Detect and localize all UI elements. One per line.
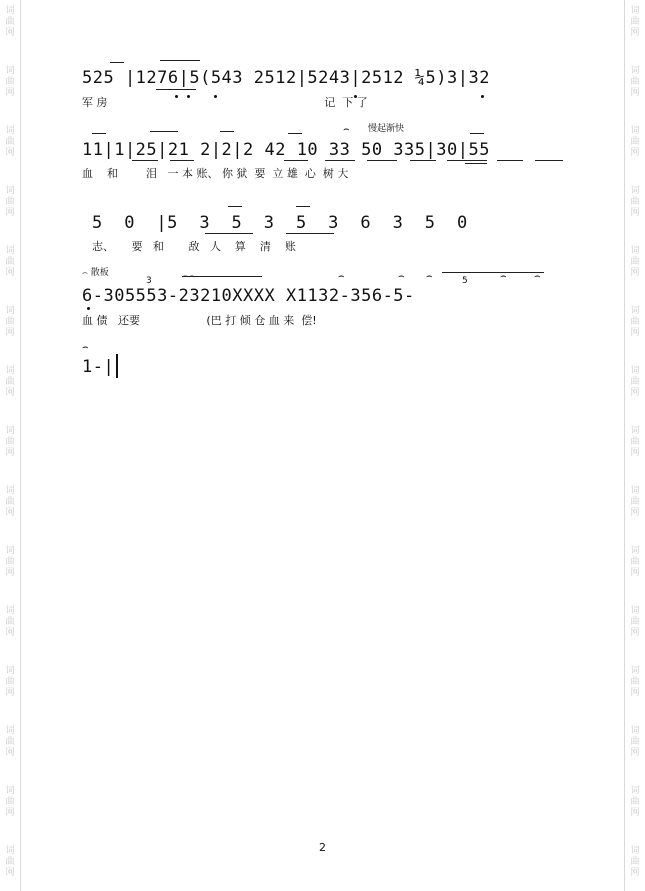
free-tempo-marking: ⌢ 散板 (82, 268, 109, 278)
left-margin-line (20, 0, 21, 891)
fermata-mark: ⌢ (426, 271, 433, 282)
tie-mark (470, 133, 484, 134)
underline (410, 160, 436, 161)
tempo-marking: 慢起渐快 (368, 124, 405, 134)
fermata-mark: ⌢ (82, 342, 89, 353)
underline (132, 160, 158, 161)
tie-mark (220, 131, 234, 132)
tie-mark (442, 272, 544, 273)
underline (325, 160, 355, 161)
low-dot (481, 95, 484, 98)
lyrics-line-1: 军 房 记 下 了 (82, 96, 368, 109)
underline (535, 160, 563, 161)
fermata-mark: ⌢ (338, 271, 345, 282)
underline (156, 89, 196, 90)
underline (497, 160, 523, 161)
tie-mark (288, 133, 302, 134)
tie-mark (182, 276, 262, 277)
fermata-mark (182, 272, 195, 282)
left-watermark: 词 曲 网 词 曲 网 词 曲 网 词 曲 网 词 曲 网 词 曲 网 词 曲 网 词 曲 网 词 曲 网 词 曲 网 词 曲 网 词 曲 网 词 曲 网 词 曲 网 词 曲 网 (5, 6, 15, 878)
fermata-mark: ⌢ (534, 271, 541, 282)
underline (367, 160, 397, 161)
tie-mark (150, 131, 178, 132)
lyrics-line-3: 志、 要 和 敌 人 算 清 账 (92, 240, 296, 253)
underline (284, 160, 308, 161)
grace-note-mark: 5 (462, 276, 468, 286)
tie-mark (160, 60, 200, 61)
notation-line-1: 525 |1276|5(543 2512|5243|2512 ¼5)3|32 (82, 68, 490, 88)
underline (205, 233, 253, 234)
notation-line-3: 5 0 |5 3 5 3 5 3 6 3 5 0 (92, 213, 468, 233)
underline (465, 163, 487, 164)
triplet-mark: 3 (146, 276, 152, 286)
right-watermark: 词 曲 网 词 曲 网 词 曲 网 词 曲 网 词 曲 网 词 曲 网 词 曲 网 词 曲 网 词 曲 网 词 曲 网 词 曲 网 词 曲 网 词 曲 网 词 曲 网 词 曲 网 (630, 6, 640, 878)
fermata-mark: ⌢ (343, 124, 350, 135)
tie-mark (92, 133, 106, 134)
final-barline (116, 354, 118, 378)
underline (286, 233, 334, 234)
notation-line-4: 6-305553-23210XXXX X1132-356-5- (82, 286, 415, 306)
notation-line-2: 11|1|25|21 2|2|2 42 10 33 50 335|30|55 (82, 140, 490, 160)
fermata-mark: ⌢ (500, 271, 507, 282)
tie-mark (110, 62, 124, 63)
underline (170, 160, 194, 161)
notation-line-5: 1-| (82, 357, 115, 377)
lyrics-line-2: 血 和 泪 一 本 账、 你 狱 要 立 雄 心 树 大 (82, 167, 349, 180)
fermata-mark: ⌢ (398, 271, 405, 282)
lyrics-line-4: 血 债 还要 (巴 打 倾 仓 血 来 偿! (82, 314, 317, 327)
low-dot (87, 307, 90, 310)
right-margin-line (624, 0, 625, 891)
tie-mark (296, 206, 310, 207)
underline (447, 160, 487, 161)
page-number: 2 (319, 841, 326, 854)
tie-mark (228, 206, 242, 207)
